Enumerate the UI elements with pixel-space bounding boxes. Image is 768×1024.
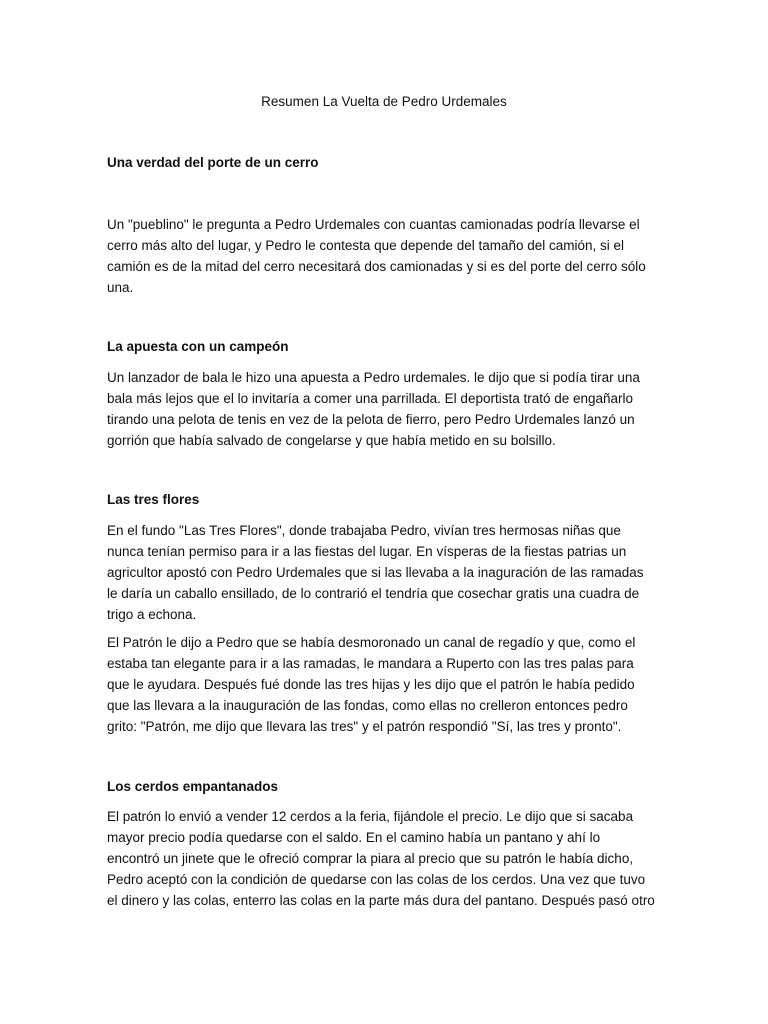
text-line: En el fundo "Las Tres Flores", donde trabajaba Pedro, vivían tres hermosas niñas que <box>107 523 621 538</box>
section-heading: Las tres flores <box>107 492 200 507</box>
text-line: Un lanzador de bala le hizo una apuesta a Pedro urdemales. le dijo que si podía tirar una <box>107 370 640 385</box>
text-line: trigo a echona. <box>107 607 197 622</box>
paragraph <box>107 520 667 625</box>
text-line: el dinero y las colas, enterro las colas en la parte más dura del pantano. Después pasó otro <box>107 893 655 908</box>
text-line: Un "pueblino" le pregunta a Pedro Urdemales con cuantas camionadas podría llevarse el <box>107 217 640 232</box>
text-line: que las llevara a la inauguración de las fondas, como ellas no crelleron entonces pedro <box>107 698 628 713</box>
section-heading: La apuesta con un campeón <box>107 339 289 354</box>
text-line: grito: "Patrón, me dijo que llevara las tres" y el patrón respondió "Sí, las tres y pronto". <box>107 719 622 734</box>
text-line: tirando una pelota de tenis en vez de la pelota de fierro, pero Pedro Urdemales lanzó un <box>107 412 635 427</box>
text-line: El patrón lo envió a vender 12 cerdos a la feria, fijándole el precio. Le dijo que si sacaba <box>107 809 634 824</box>
paragraph <box>107 632 667 737</box>
text-line: bala más lejos que el lo invitaría a comer una parrillada. El deportista trató de engañarlo <box>107 391 634 406</box>
document-title: Resumen La Vuelta de Pedro Urdemales <box>261 94 507 109</box>
paragraph <box>107 214 667 298</box>
text-line: nunca tenían permiso para ir a las fiestas del lugar. En vísperas de la fiestas patrias un <box>107 544 627 559</box>
text-line: cerro más alto del lugar, y Pedro le contesta que depende del tamaño del camión, si el <box>107 238 625 253</box>
text-line: una. <box>107 280 134 295</box>
section-heading: Una verdad del porte de un cerro <box>107 155 319 170</box>
text-line: gorrión que había salvado de congelarse y que había metido en su bolsillo. <box>107 433 556 448</box>
paragraph <box>107 367 667 451</box>
text-line: encontró un jinete que le ofreció comprar la piara al precio que su patrón le había dicho, <box>107 851 634 866</box>
text-line: le daría un caballo ensillado, de lo contrarió el tendría que cosechar gratis una cuadra de <box>107 586 640 601</box>
paragraph <box>107 806 667 911</box>
text-line: camión es de la mitad del cerro necesitará dos camionadas y si es del porte del cerro sólo <box>107 259 646 274</box>
text-line: estaba tan elegante para ir a las ramadas, le mandara a Ruperto con las tres palas para <box>107 656 634 671</box>
text-line: que le ayudara. Después fué donde las tres hijas y les dijo que el patrón le había pedido <box>107 677 635 692</box>
section-heading: Los cerdos empantanados <box>107 779 279 794</box>
text-line: mayor precio podía quedarse con el saldo. En el camino había un pantano y ahí lo <box>107 830 601 845</box>
text-line: Pedro aceptó con la condición de quedarse con las colas de los cerdos. Una vez que tuvo <box>107 872 646 887</box>
text-line: El Patrón le dijo a Pedro que se había desmoronado un canal de regadío y que, como el <box>107 635 636 650</box>
text-line: agricultor apostó con Pedro Urdemales que si las llevaba a la inaguración de las ramadas <box>107 565 644 580</box>
